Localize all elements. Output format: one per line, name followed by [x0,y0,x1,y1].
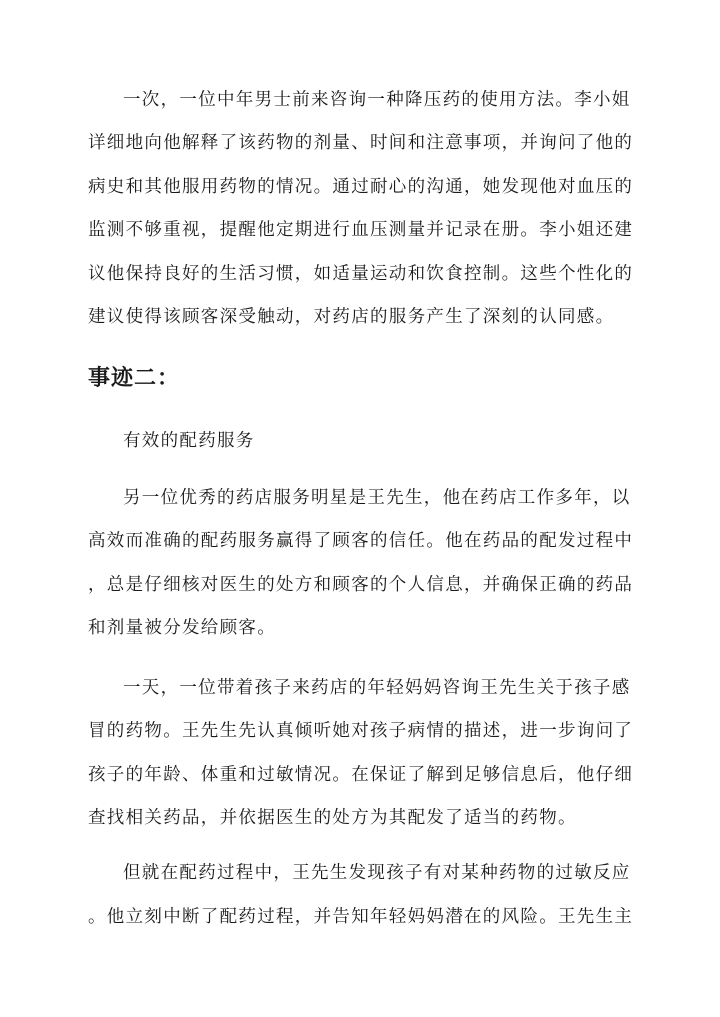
text-line: 高效而准确的配药服务赢得了顾客的信任。他在药品的配发过程中 [88,531,634,551]
text-line: ，总是仔细核对医生的处方和顾客的个人信息，并确保正确的药品 [88,575,634,595]
text-line: 病史和其他服用药物的情况。通过耐心的沟通，她发现他对血压的 [88,177,634,197]
section-heading: 事迹二： [88,365,181,391]
text-line: 议他保持良好的生活习惯，如适量运动和饮食控制。这些个性化的 [88,264,634,284]
text-line: 。他立刻中断了配药过程，并告知年轻妈妈潜在的风险。王先生主 [88,907,634,927]
text-line: 建议使得该顾客深受触动，对药店的服务产生了深刻的认同感。 [88,307,615,327]
text-line: 另一位优秀的药店服务明星是王先生，他在药店工作多年，以 [123,488,631,508]
text-line: 查找相关药品，并依据医生的处方为其配发了适当的药物。 [88,808,577,828]
text-line: 监测不够重视，提醒他定期进行血压测量并记录在册。李小姐还建 [88,220,634,240]
section-subheading: 有效的配药服务 [123,431,255,451]
text-line: 详细地向他解释了该药物的剂量、时间和注意事项，并询问了他的 [88,133,634,153]
text-line: 孩子的年龄、体重和过敏情况。在保证了解到足够信息后，他仔细 [88,765,634,785]
text-line: 和剂量被分发给顾客。 [88,618,276,638]
text-line: 一次，一位中年男士前来咨询一种降压药的使用方法。李小姐 [123,90,631,110]
text-line: 但就在配药过程中，王先生发现孩子有对某种药物的过敏反应 [123,863,631,883]
text-line: 一天，一位带着孩子来药店的年轻妈妈咨询王先生关于孩子感 [123,678,631,698]
text-line: 冒的药物。王先生先认真倾听她对孩子病情的描述，进一步询问了 [88,721,634,741]
